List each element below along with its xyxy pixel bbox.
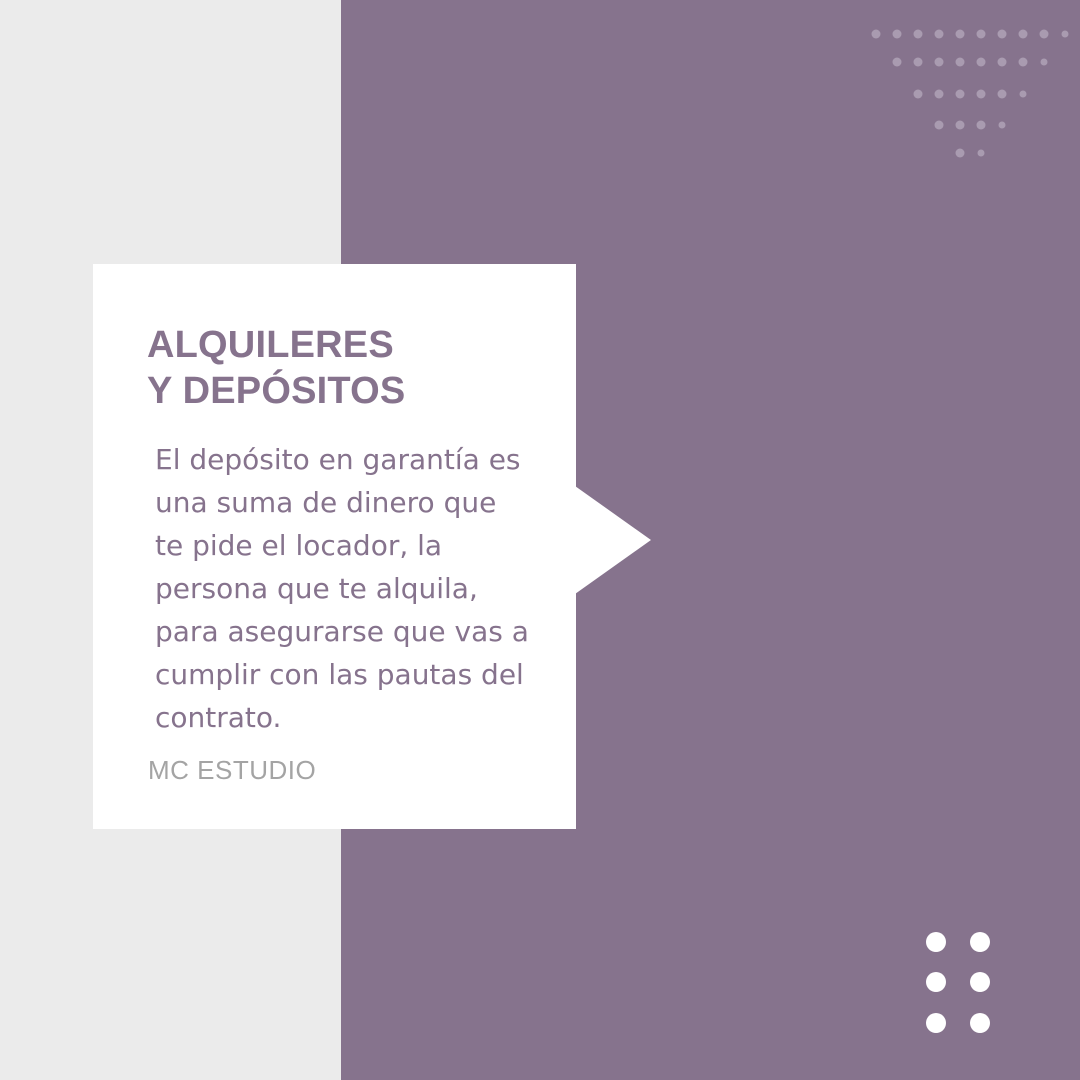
- card-body-text: El depósito en garantía es una suma de dinero que te pide el locador, la persona que te alquila, para asegurarse que vas a cumplir con las pautas del contrato.: [155, 443, 529, 734]
- brand-name: MC ESTUDIO: [148, 755, 317, 785]
- dot-grid-decoration: [918, 924, 998, 1044]
- dot-triangle-decoration: [860, 18, 1080, 168]
- card-title-line-2: Y DEPÓSITOS: [147, 370, 406, 412]
- card-pointer-arrow: [575, 486, 651, 594]
- card-title: [147, 322, 567, 414]
- card-title-line-1: ALQUILERES: [147, 324, 394, 366]
